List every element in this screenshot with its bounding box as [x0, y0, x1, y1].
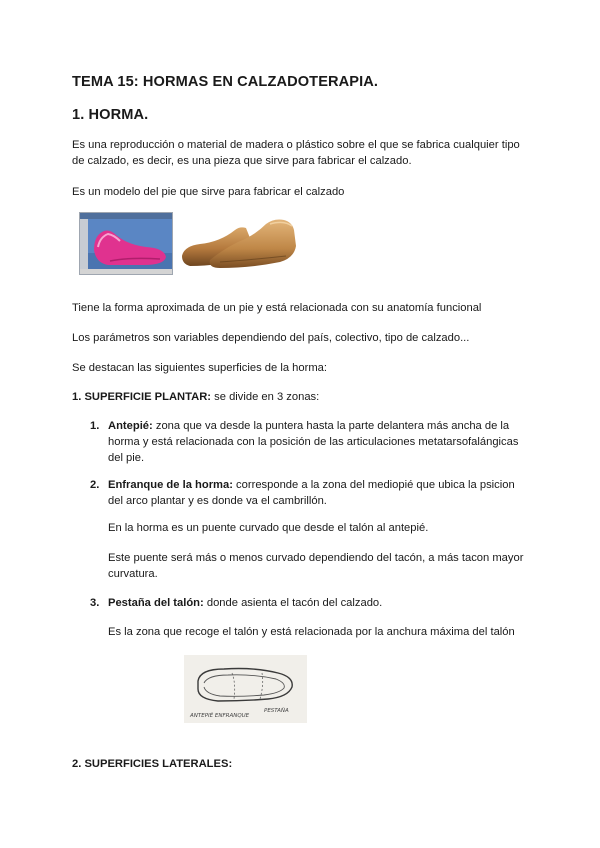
laterales-heading: 2. SUPERFICIES LATERALES: — [72, 758, 233, 770]
list-number: 2. — [90, 479, 100, 491]
pestana-extra-1: Es la zona que recoge el talón y está relacionada por la anchura máxima del talón — [108, 626, 515, 638]
antepie-line-2: horma y está relacionada con la posición de las articulaciones metatarsofalángicas — [108, 436, 519, 448]
enfranque-line-2: del arco plantar y es donde va el cambrillón. — [108, 495, 327, 507]
list-item-antepie — [108, 418, 509, 434]
list-item-pestana — [108, 595, 382, 611]
paragraph-destacan: Se destacan las siguientes superficies de la horma: — [72, 362, 327, 374]
antepie-line-3: del pie. — [108, 452, 145, 464]
sole-sketch-image — [184, 655, 307, 723]
list-number: 3. — [90, 597, 100, 609]
term-enfranque: Enfranque de la horma: — [108, 479, 233, 491]
enfranque-extra-2-line-2: curvatura. — [108, 568, 158, 580]
page-title: TEMA 15: HORMAS EN CALZADOTERAPIA. — [72, 74, 379, 90]
section-heading-horma: 1. HORMA. — [72, 107, 149, 123]
paragraph-forma: Tiene la forma aproximada de un pie y está relacionada con su anatomía funcional — [72, 302, 482, 314]
paragraph-parametros: Los parámetros son variables dependiendo del país, colectivo, tipo de calzado... — [72, 332, 470, 344]
wooden-lasts-image — [180, 216, 308, 272]
enfranque-extra-1: En la horma es un puente curvado que desde el talón al antepié. — [108, 522, 429, 534]
term-antepie: Antepié: — [108, 420, 153, 432]
plantar-heading: 1. SUPERFICIE PLANTAR: — [72, 391, 212, 403]
intro-line-1: Es una reproducción o material de madera o plástico sobre el que se fabrica cualquier tipo — [72, 139, 520, 151]
enfranque-line-1: corresponde a la zona del mediopié que ubica la psicion — [232, 479, 515, 491]
sole-sketch-drawing — [184, 655, 307, 723]
intro-model: Es un modelo del pie que sirve para fabricar el calzado — [72, 186, 345, 198]
intro-line-2: de calzado, es decir, es una pieza que sirve para fabricar el calzado. — [72, 155, 412, 167]
enfranque-extra-2-line-1: Este puente será más o menos curvado dependiendo del tacón, a más tacon mayor — [108, 552, 524, 564]
plantar-heading-line — [72, 389, 319, 405]
term-pestana: Pestaña del talón: — [108, 597, 204, 609]
cad-last-image — [79, 212, 173, 275]
cad-last-illustration — [80, 213, 172, 274]
antepie-line-1: zona que va desde la puntera hasta la parte delantera más ancha de la — [152, 420, 510, 432]
sketch-label-antepie-enfranque: ANTEPIÉ ENFRANQUE — [190, 713, 250, 719]
list-item-enfranque — [108, 477, 515, 493]
plantar-rest: se divide en 3 zonas: — [211, 391, 320, 403]
list-number: 1. — [90, 420, 100, 432]
pestana-line-1: donde asienta el tacón del calzado. — [203, 597, 383, 609]
sketch-label-pestana: PESTAÑA — [264, 708, 289, 714]
